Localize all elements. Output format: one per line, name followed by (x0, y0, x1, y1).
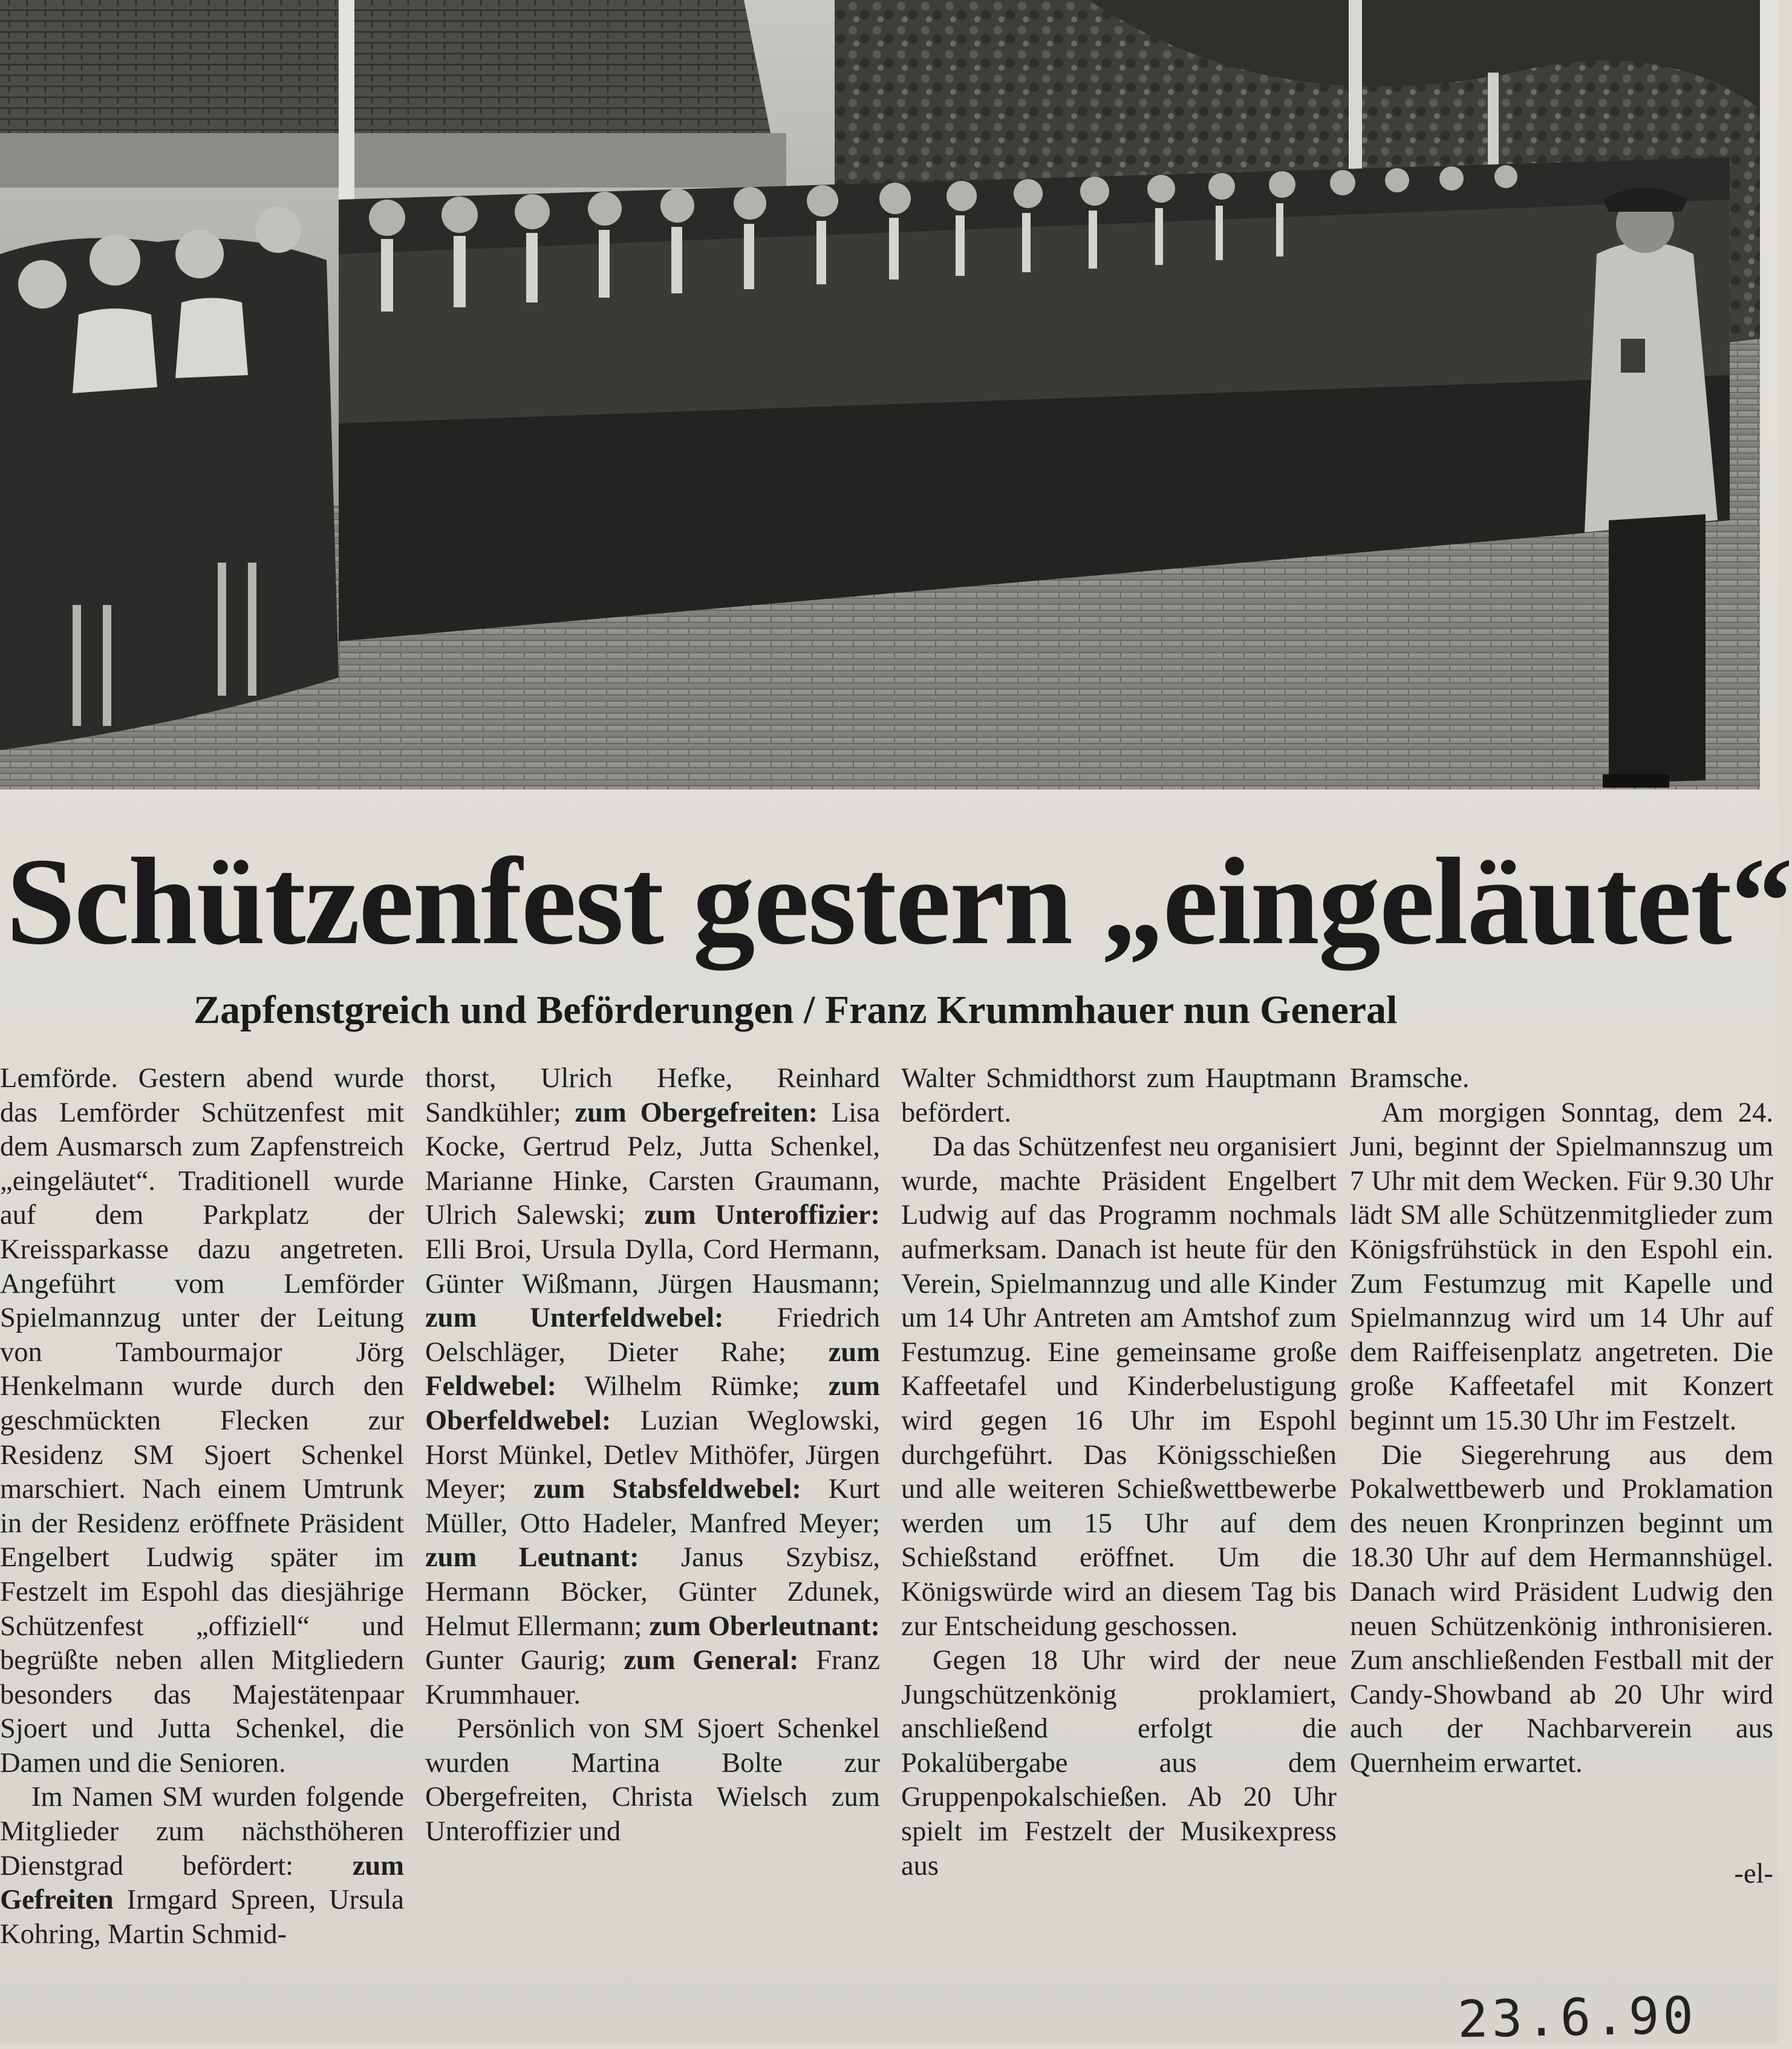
rank-label: zum Gefreiten (0, 1850, 404, 1916)
paragraph-text: Kurt Müller, Otto Hadeler, Manfred Meyer; (425, 1474, 880, 1539)
article-paragraph (1350, 1062, 1773, 1096)
article-photo (0, 0, 1760, 789)
paragraph-text: Gunter Gaurig; (425, 1645, 624, 1676)
paragraph-text: thorst, Ulrich Hefke, Reinhard Sandkühler; (425, 1063, 880, 1128)
article-paragraph (901, 1062, 1337, 1130)
article-paragraph (425, 1712, 880, 1849)
paragraph-text: Im Namen SM wurden folgende Mitglieder zum nächsthöheren Dienstgrad befördert: (0, 1782, 404, 1881)
article-signature: -el- (1734, 1858, 1773, 1889)
rank-label: zum Stabsfeldwebel: (533, 1474, 801, 1505)
article-column-3 (901, 1062, 1337, 1897)
paragraph-text: Lemförde. Gestern abend wurde das Lemförder Schützenfest mit dem Ausmarsch zum Zapfenstreich „eingeläutet“. Traditionell wurde auf dem Parkplatz der Kreissparkasse dazu angetreten. Angeführt vom Lemförder Spielmannzug unter der Leitung von Tambourmajor Jörg Henkelmann wurde durch den geschmückten Flecken zur Residenz SM Sjoert Schenkel marschiert. Nach einem Umtrunk in der Residenz eröffnete Präsident Engelbert Ludwig später im Festzelt im Espohl das diesjährige Schützenfest „offiziell“ und begrüßte neben allen Mitgliedern besonders das Majestätenpaar Sjoert und Jutta Schenkel, die Damen und die Senioren. (0, 1063, 404, 1779)
rank-label: zum Leutnant: (425, 1542, 639, 1574)
paragraph-text: Franz Krummhauer. (425, 1645, 881, 1710)
paragraph-text: Bramsche. (1350, 1063, 1470, 1094)
handwritten-date: 23.6.90 (1457, 1985, 1698, 2049)
paragraph-text: Luzian Weglowski, Horst Münkel, Detlev Mithöfer, Jürgen Meyer; (425, 1405, 880, 1505)
article-paragraph (1350, 1096, 1773, 1439)
article-headline: Schützenfest gestern „eingeläutet“ (6, 832, 1792, 970)
article-column-2 (425, 1062, 880, 1897)
rank-label: zum Oberleutnant: (649, 1610, 881, 1642)
paragraph-text: Janus Szybisz, Hermann Böcker, Günter Zdunek, Helmut Ellermann; (425, 1542, 880, 1642)
paragraph-text: Walter Schmidthorst zum Hauptmann befördert. (901, 1063, 1337, 1128)
rank-label: zum Unterfeldwebel: (425, 1302, 724, 1334)
article-paragraph (901, 1130, 1337, 1644)
paragraph-text: Am morgigen Sonntag, dem 24. Juni, beginnt der Spielmannszug um 7 Uhr mit dem Wecken. Für 9.30 Uhr lädt SM alle Schützenmitglieder zum Königsfrühstück in den Espohl ein. Zum Festumzug mit Kapelle und Spielmannzug wird um 14 Uhr auf dem Raiffeisenplatz angetreten. Die große Kaffeetafel mit Konzert beginnt um 15.30 Uhr im Festzelt. (1350, 1097, 1773, 1436)
article-paragraph (0, 1062, 404, 1780)
article-subheadline: Zapfenstgreich und Beförderungen / Franz Krummhauer nun General (194, 988, 1398, 1032)
article-paragraph (425, 1062, 880, 1712)
article-paragraph (0, 1780, 404, 1952)
rank-label: zum Unteroffizier: (644, 1200, 880, 1231)
paragraph-text: Wilhelm Rümke; (556, 1371, 829, 1402)
paragraph-text: Die Siegerehrung aus dem Pokalwettbewerb und Proklamation des neuen Kronprinzen beginnt um 18.30 Uhr auf dem Hermannshügel. Danach wird Präsident Ludwig den neuen Schützenkönig inthronisieren. Zum anschließenden Festball mit der Candy-Showband ab 20 Uhr wird auch der Nachbarverein aus Quernheim erwartet. (1350, 1439, 1773, 1779)
article-paragraph (1350, 1439, 1773, 1781)
paragraph-text: Da das Schützenfest neu organisiert wurde, machte Präsident Engelbert Ludwig auf das Programm nochmals aufmerksam. Danach ist heute für den Verein, Spielmannzug und alle Kinder um 14 Uhr Antreten am Amtshof zum Festumzug. Eine gemeinsame große Kaffeetafel und Kinderbelustigung wird gegen 16 Uhr im Espohl durchgeführt. Das Königsschießen und alle weiteren Schießwettbewerbe werden um 15 Uhr auf dem Schießstand eröffnet. Um die Königswürde wird an diesem Tag bis zur Entscheidung geschossen. (901, 1131, 1337, 1642)
rank-label: zum Obergefreiten: (575, 1097, 818, 1128)
rank-label: zum Oberfeldwebel: (425, 1371, 880, 1436)
article-paragraph (901, 1644, 1337, 1883)
paragraph-text: Lisa Kocke, Gertrud Pelz, Jutta Schenkel, Marianne Hinke, Carsten Graumann, Ulrich Salewski; (425, 1097, 881, 1231)
paragraph-text: Friedrich Oelschläger, Dieter Rahe; (425, 1302, 881, 1368)
paragraph-text: Gegen 18 Uhr wird der neue Jungschützenkönig proklamiert, anschließend erfolgt die Pokalübergabe aus dem Gruppenpokalschießen. Ab 20 Uhr spielt im Festzelt der Musikexpress aus (901, 1645, 1337, 1881)
photo-riflemen-lineup (0, 0, 1760, 789)
article-column-1 (0, 1062, 404, 1950)
rank-label: zum General: (624, 1645, 799, 1676)
signature-wrap (1350, 1857, 1773, 1900)
article-column-4 (1350, 1062, 1773, 1897)
paragraph-text: Persönlich von SM Sjoert Schenkel wurden Martina Bolte zur Obergefreiten, Christa Wielsch zum Unteroffizier und (425, 1713, 880, 1848)
paragraph-text: Irmgard Spreen, Ursula Kohring, Martin Schmid- (0, 1884, 404, 1950)
rank-label: zum Feldwebel: (425, 1336, 880, 1402)
paragraph-text: Elli Broi, Ursula Dylla, Cord Hermann, Günter Wißmann, Jürgen Hausmann; (425, 1234, 880, 1299)
